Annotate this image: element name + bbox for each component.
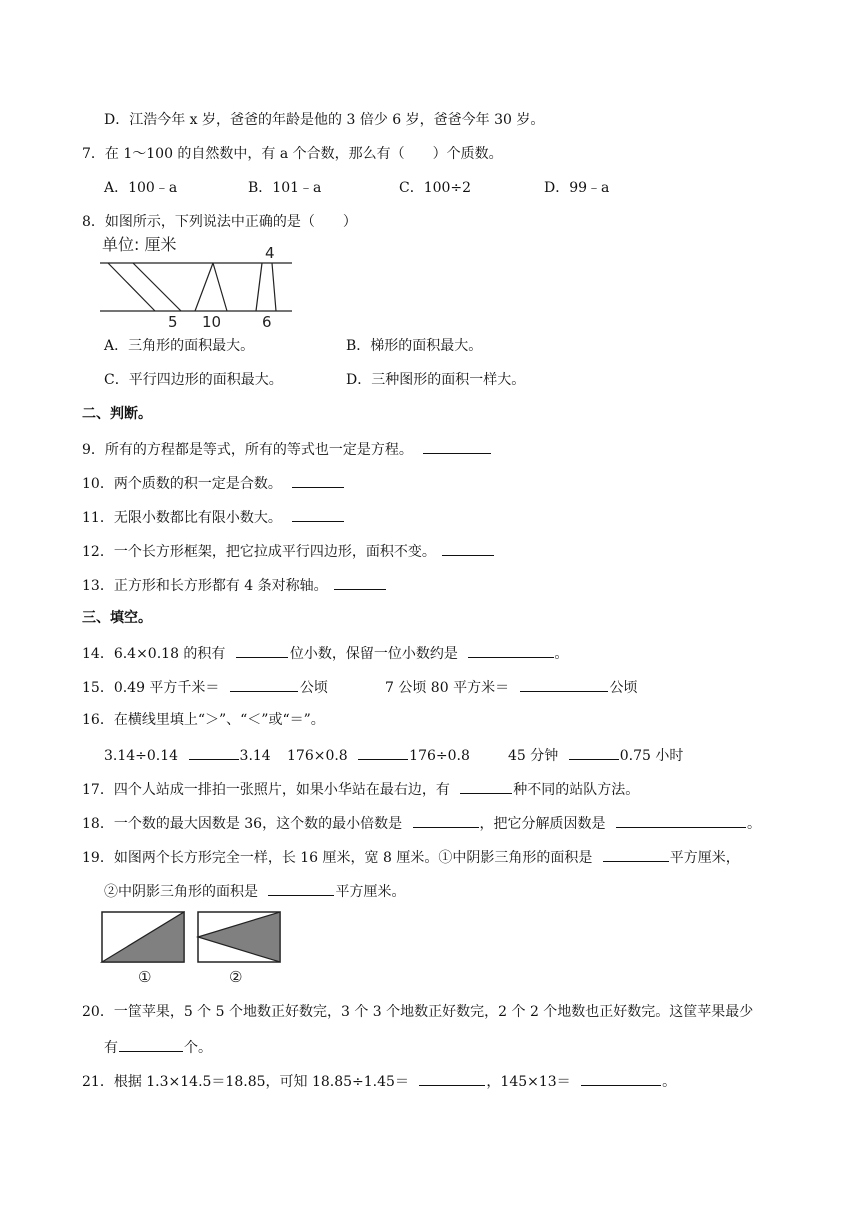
q13-answer-blank[interactable] [334,575,386,590]
q6-option-d: D．江浩今年 x 岁，爸爸的年龄是他的 3 倍少 6 岁，爸爸今年 30 岁。 [104,112,545,128]
q16-item-1-right: 3.14 [239,748,271,764]
q18-text-b: ，把它分解质因数是 [479,816,606,832]
q20-blank[interactable] [119,1037,183,1052]
q14-blank-2[interactable] [468,643,554,658]
trapezoid-left-edge [256,263,262,311]
q20-text-b: 有 [104,1040,118,1056]
q14 [82,643,568,663]
q21-text-c: 。 [662,1074,677,1090]
q7-option-b: B．101﹣a [248,180,322,196]
q21 [82,1071,676,1091]
q17-text-a: 17．四个人站成一排拍一张照片，如果小华站在最右边，有 [82,782,450,798]
section-title-fill: 三、填空。 [82,610,152,626]
q9-text: 9．所有的方程都是等式，所有的等式也一定是方程。 [82,442,413,458]
q16-item-2-blank[interactable] [358,745,408,760]
parallelogram-left-edge [108,263,155,311]
q11-answer-blank[interactable] [292,507,344,522]
q21-text-b: ，145×13＝ [486,1074,571,1090]
q9-answer-blank[interactable] [423,439,491,454]
q16-item-1-left: 3.14÷0.14 [104,748,179,764]
q15 [82,677,328,697]
q19-text-d: 平方厘米。 [335,884,406,900]
q10-answer-blank[interactable] [292,473,344,488]
section-title-judge: 二、判断。 [82,406,152,422]
q20-line2 [104,1037,212,1057]
q14-blank-1[interactable] [236,643,288,658]
trapezoid-right-edge [272,263,276,311]
q19-figure [98,908,288,986]
q10 [82,473,344,493]
q16-stem: 16．在横线里填上“＞”、“＜”或“＝”。 [82,712,325,728]
q15-blank-1[interactable] [230,677,298,692]
q20-text-c: 个。 [184,1040,212,1056]
triangle-left-edge [195,263,213,311]
q12-answer-blank[interactable] [442,541,494,556]
q19-text-b: 平方厘米， [669,850,740,866]
q16-item-3-blank[interactable] [569,745,619,760]
q12-text: 12．一个长方形框架，把它拉成平行四边形，面积不变。 [82,544,436,560]
q8-option-c: C．平行四边形的面积最大。 [104,372,283,388]
q11-text: 11．无限小数都比有限小数大。 [82,510,282,526]
q8-top-label: 4 [265,244,275,262]
q19-blank-2[interactable] [268,881,334,896]
q18-blank-2[interactable] [616,813,746,828]
q16-item-1-blank[interactable] [189,745,239,760]
q8-stem: 8．如图所示，下列说法中正确的是（ ） [82,214,357,230]
q7-option-d: D．99﹣a [544,180,610,196]
q17-blank[interactable] [460,779,512,794]
q15-blank-2[interactable] [520,677,608,692]
q8-figure [95,232,300,332]
q13-text: 13．正方形和长方形都有 4 条对称轴。 [82,578,328,594]
q8-option-a: A．三角形的面积最大。 [104,338,255,354]
q19-line2 [104,881,405,901]
q17-text-b: 种不同的站队方法。 [513,782,640,798]
q15-text-d: 公顷 [609,680,638,696]
q8-unit-label: 单位: 厘米 [102,235,177,254]
q16-item-2-right: 176÷0.8 [409,748,470,764]
q8-bottom-label-1: 5 [168,313,178,331]
q18-text-c: 。 [746,816,761,832]
q7-option-a: A．100﹣a [104,180,178,196]
q21-text-a: 21．根据 1.3×14.5＝18.85，可知 18.85÷1.45＝ [82,1074,409,1090]
q19-blank-1[interactable] [603,847,669,862]
q19-text-c: ②中阴影三角形的面积是 [104,884,258,900]
q19-line1 [82,847,740,867]
q16-item-3-left: 45 分钟 [508,748,559,764]
q8-bottom-label-3: 6 [262,313,272,331]
q18 [82,813,761,833]
q21-blank-1[interactable] [419,1071,485,1086]
q10-text: 10．两个质数的积一定是合数。 [82,476,282,492]
q15-text-b: 公顷 [299,680,328,696]
q18-text-a: 18．一个数的最大因数是 36，这个数的最小倍数是 [82,816,403,832]
q13 [82,575,386,595]
q14-text-b: 位小数，保留一位小数约是 [289,646,458,662]
q19-label-2: ② [229,968,243,986]
q15-part2 [385,677,638,697]
q8-option-b: B．梯形的面积最大。 [346,338,483,354]
triangle-right-edge [213,263,227,311]
q8-bottom-label-2: 10 [202,313,222,331]
q16-item-3-right: 0.75 小时 [619,748,684,764]
q16-item-2 [287,745,470,765]
q16-item-1 [104,745,271,765]
q15-text-c: 7 公顷 80 平方米＝ [385,680,510,696]
q7-stem: 7．在 1～100 的自然数中，有 a 个合数，那么有（ ）个质数。 [82,146,503,162]
q21-blank-2[interactable] [581,1071,661,1086]
q19-text-a: 19．如图两个长方形完全一样，长 16 厘米，宽 8 厘米。①中阴影三角形的面积是 [82,850,593,866]
q16-item-3 [508,745,683,765]
parallelogram-right-edge [133,263,181,311]
q16-item-2-left: 176×0.8 [287,748,348,764]
q20-line1: 20．一筐苹果，5 个 5 个地数正好数完，3 个 3 个地数正好数完，2 个 2 个地数也正好数完。这筐苹果最少 [82,1004,754,1020]
q9 [82,439,491,459]
q15-text-a: 15．0.49 平方千米＝ [82,680,220,696]
q7-option-c: C．100÷2 [399,180,472,196]
q17 [82,779,639,799]
q12 [82,541,494,561]
q14-text-a: 14．6.4×0.18 的积有 [82,646,226,662]
q8-option-d: D．三种图形的面积一样大。 [346,372,526,388]
q14-text-c: 。 [554,646,569,662]
q11 [82,507,344,527]
q18-blank-1[interactable] [413,813,479,828]
q19-label-1: ① [138,968,152,986]
